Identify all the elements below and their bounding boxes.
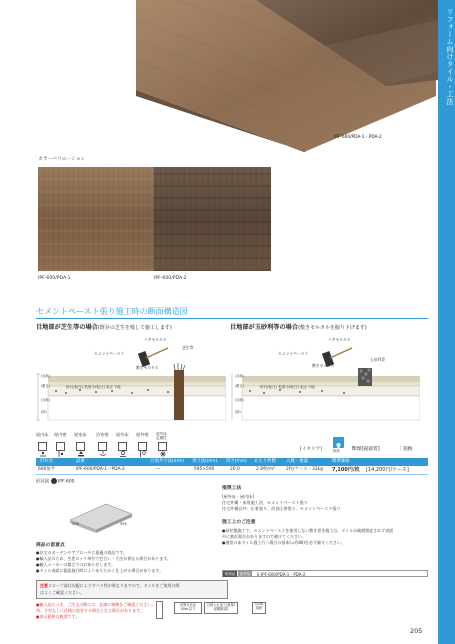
th-per-m2: あたり枚数 [254,459,276,464]
diagram-right-label-paste: セメントペースト [278,351,309,356]
shape-dim-2: 595 [120,522,127,526]
td-pack: 2枚/ケース・33kg [286,467,323,472]
swatch-pda-2 [154,167,271,271]
section-rule [36,318,428,319]
class-label: BI類[磁器質] [352,447,380,452]
td-joint: — [156,467,161,472]
product-note-3: ●タイル表面に粗面施行時によりあたたかく仕上がる場合があります。 [36,568,164,573]
section-title: セメントペースト張り施工時の断面構造図 [36,307,188,316]
hero-photo [136,0,438,152]
td-size: 595×595 [194,467,215,472]
shape-figure-label: 形状図 IPF-600 [36,479,75,485]
use-icons [36,432,206,456]
use-label-0: 屋内床 [36,432,49,437]
diagram-left-label-paste: セメントペースト [94,351,125,356]
joint-service-box [204,602,238,614]
slip-resistant-icon [333,437,344,448]
diagram-left-label-basa: バサモルタル [144,337,167,342]
origin-label: [イタリア] [300,447,322,452]
finish-label: ｜施釉 [398,447,413,452]
diagram-left-label-crushed: 砕石(転圧) 粒度小(転圧) 転圧下地 [66,385,121,389]
swatch-pda-1 [38,167,155,271]
footer-note-0: ●輸入品につき、ご注文の際には、在庫に納期をご確認ください。 [36,602,156,607]
reference-code: E-IPF-600/PDA-1・PDA-2 [257,571,306,577]
diagram-left-label-grass: 芝生等 [182,345,194,350]
diagram-right-label-crushed: 砕石(転圧) 粒度小(転圧) 転圧下地 [260,385,315,389]
table-header [36,458,428,466]
cgir-badge [252,602,266,614]
sidebar-label: リフォーム向けタイル・工法 [446,8,454,106]
slip-resistant-badge: 防滑 [333,449,340,453]
th-code: 品番 [76,459,85,464]
construction-note-1: 中に割れ場合がありますので避けてください。 [222,534,306,539]
use-label-6: 屋外床 定期性 [156,432,167,441]
cut-service-box [174,602,202,614]
product-note-0: ●住宅のガーデンやアプローチに最適の商品です。 [36,550,128,555]
td-shape: 600角平 [38,467,56,472]
use-label-3: 浴室壁 [96,432,109,437]
diagram-left-label-j3: (目地) [41,398,50,402]
cut-service-top: 切断対応品 [180,603,196,607]
cgir-label: CGIR 規格 [255,602,263,610]
diagram-left-label-mortar: 敷きモルタル [136,365,159,370]
table-row [36,466,428,475]
construction-note-0: ●砂状態施工で、セメントペーストを使用しない敷き巻き施工は、タイルが破損頻度されず表面 [222,528,394,533]
joint-service-top: 目地入れ加工(新規) [207,603,235,607]
shape-dim-1: 595 [72,522,79,526]
caution-line-1: 注意スロープ部は勾配によりすべり性が異なりますので、タイルをご使用の際 [40,583,180,588]
diagram-left [36,336,226,428]
diagram-right [230,336,420,428]
outdoor-floor-icon [118,442,127,451]
swatch-pda-1-code: IPF-600/PDA-1 [38,276,71,281]
diagram-right-label-j4: (砂) [235,410,241,414]
footer-bracket [156,601,163,619]
diagram-right-label-gravel: 玉砂利等 [370,357,386,362]
td-thickness: 20.0 [230,467,240,472]
th-shape: 形状名 [40,459,54,464]
indoor-wall-icon [56,442,65,451]
joint-service-bottom: 納期相談 [213,607,229,611]
outdoor-freeze-icon [158,442,167,451]
hero-tile-illustration [136,0,438,152]
method-title: 推奨工法 [222,486,242,491]
method-line-0: [屋外床・屋内床] [222,494,254,499]
method-line-2: 住宅外構以外：圧着張り、改良圧着張り、セメントペースト張り [222,506,341,511]
cut-service-bottom: 30ｍ以下 [180,607,196,611]
diagram-left-title: 目地部が芝生等の場合(既存の芝生を残して施工します) [36,324,172,331]
product-note-1: ●輸入品のため、生産ロット単位で色合い・寸法が異なる場合があります。 [36,556,171,561]
td-price: 7,100円/枚 [332,467,360,473]
th-thickness: 厚さ(mm) [226,459,247,464]
th-pack: 入数・重量 [286,459,308,464]
use-label-1: 屋内壁 [54,432,67,437]
reference-tag-1: 推奨品 [224,572,236,576]
sidebar-band [438,0,455,644]
footer-note-2: ●表示価格は税別です。 [36,614,80,619]
td-per-m2: 2.8枚/m² [256,467,275,472]
reference-strip [222,570,428,577]
diagram-right-label-basa: バサモルタル [328,337,351,342]
caution-box [36,580,228,599]
product-notes-title: 商品の留意点 [36,543,65,548]
th-price: 標準価格 [332,459,350,464]
diagram-right-label-j1: (目地) [235,374,244,378]
method-line-1: 住宅外構・床用施工法、セメントペースト張り [222,500,308,505]
shape-figure [60,490,140,536]
bath-wall-icon [98,442,107,451]
variation-heading: カラーバリエーション [38,157,86,162]
reference-tag-2: 参考品 [239,572,251,576]
use-label-2: 屋室床 [74,432,87,437]
product-note-2: ●輸入メーカーの都合でのお知らせします。 [36,562,115,567]
th-joint: 目地共寸法(mm) [150,459,184,464]
outdoor-wall-icon [138,442,147,451]
use-label-4: 屋外床 [116,432,129,437]
diagram-right-label-j3: (目地) [235,398,244,402]
indoor-floor-icon [38,442,47,451]
diagram-left-label-j4: (砂) [41,410,47,414]
page-number: 205 [410,627,423,635]
construction-note-2: ●通常の床タイル施工行う場合の基本(=約80)を必ず厳守ください。 [222,540,345,545]
use-label-5: 屋外壁 [136,432,149,437]
footer-note-1: 尚、予告なしに仕様の変更する場合となる場合があります。 [36,608,144,613]
td-code: IPF-600/PDA-1～PDA-2 [76,467,125,472]
hero-caption: IPF-600/PDA-1・PDA-2 [334,135,382,140]
room-floor-icon [76,442,85,451]
diagram-left-label-j2: (敷き) [41,384,50,388]
swatch-pda-2-code: IPF-600/PDA-2 [154,276,187,281]
diagram-right-title: 目地部が玉砂利等の場合(敷きモルタルを掘り下げます) [230,324,367,331]
construction-notes-title: 施工上のご注意 [222,520,256,525]
th-size: 実寸法(mm) [192,459,218,464]
td-price-case: [14,200円/ケース] [366,467,409,473]
diagram-right-label-mortar: 敷きモルタル [312,363,335,368]
diagram-right-label-j2: (敷き) [235,384,244,388]
diagram-left-label-j1: (目地) [41,374,50,378]
caution-line-2: はよくご確認ください。 [40,590,84,595]
